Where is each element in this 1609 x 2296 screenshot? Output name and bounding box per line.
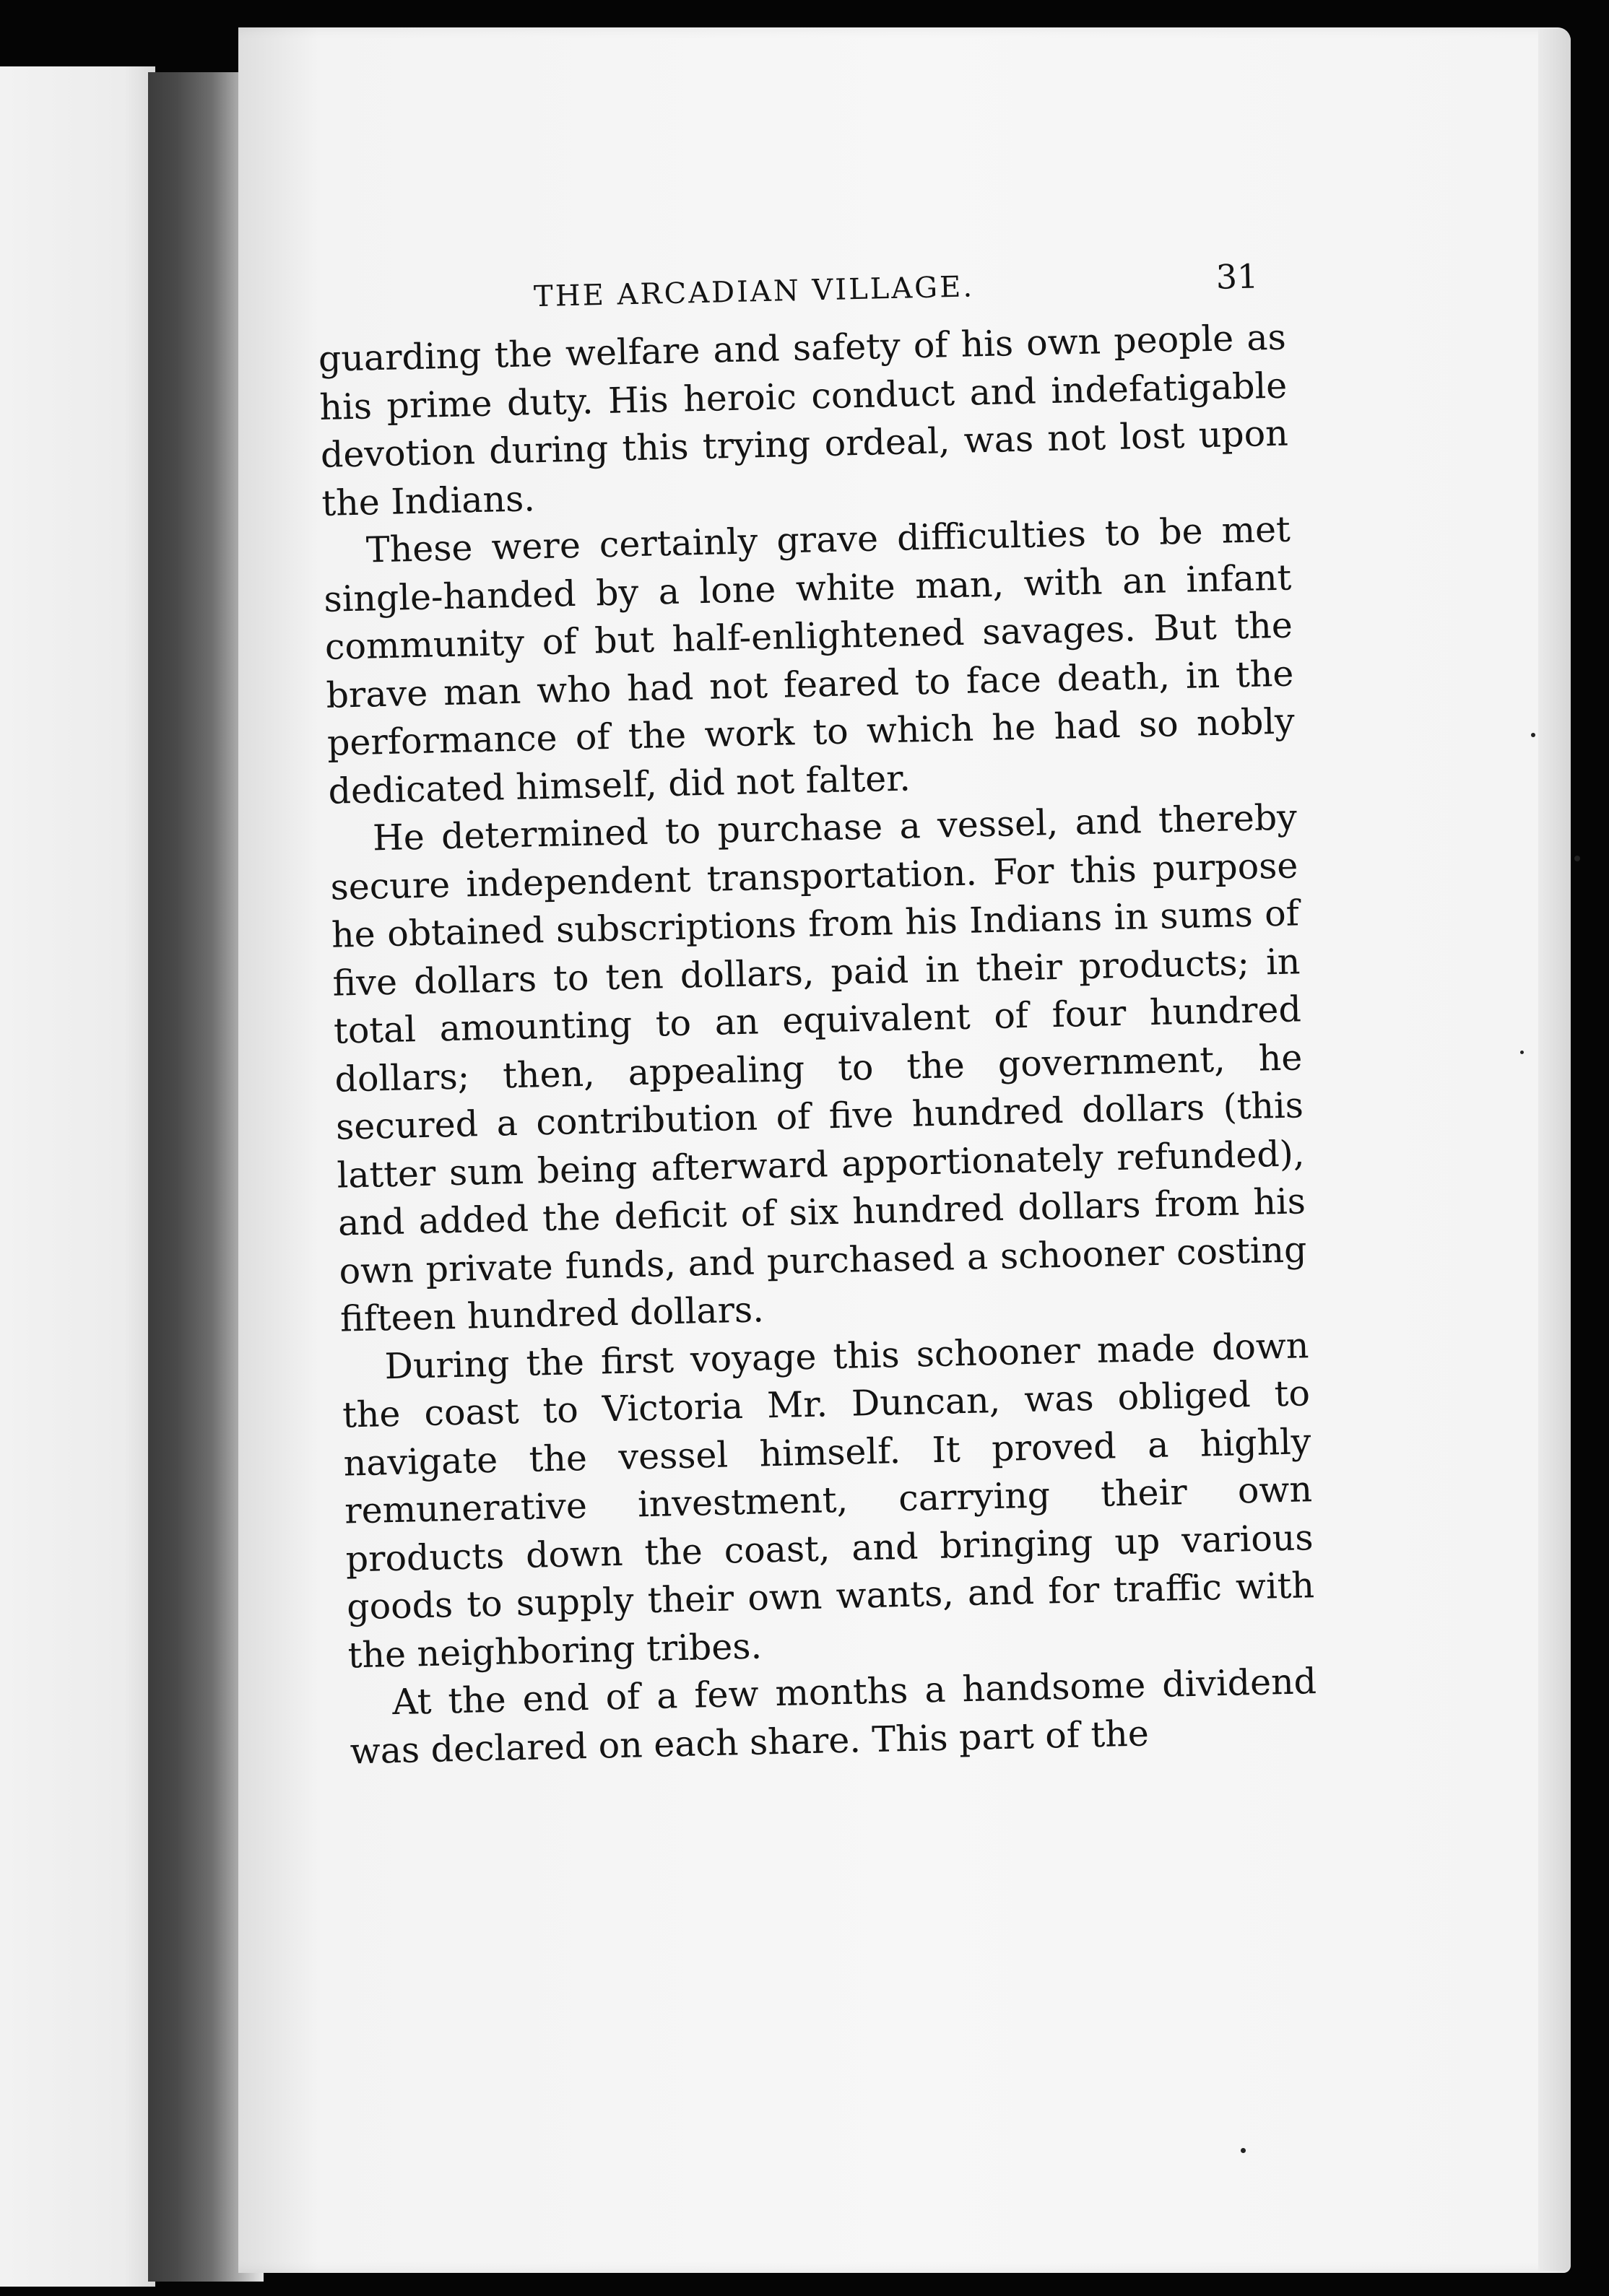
- ink-speck: [1520, 1051, 1524, 1054]
- ink-speck: [1574, 856, 1580, 861]
- facing-page-edge: [0, 66, 155, 2287]
- paragraph: At the end of a few months a handsome dividend was declared on each share. This part of the: [350, 1661, 1317, 1772]
- paragraph: During the first voyage this schooner made down the coast to Victoria Mr. Duncan, was obliged to navigate the vessel himself. It proved a highly remunerative investment, carrying their own products down the coast, and bringing up various goods to supply their own wants, and for traffic with the neighboring tribes.: [342, 1324, 1315, 1676]
- running-title: THE ARCADIAN VILLAGE.: [533, 270, 975, 314]
- paragraph: These were certainly grave difficulties to be met single-handed by a lone white man, with an infant community of but half-enlightened savages. But the brave man who had not feared to face death, in the performance of the work to which he had so nobly dedicated himself, did not falter.: [323, 508, 1296, 812]
- ink-speck: [1531, 733, 1535, 737]
- paragraph: guarding the welfare and safety of his own people as his prime duty. His heroic conduct and indefatigable devotion during this trying ordeal, was not lost upon the Indians.: [318, 316, 1289, 524]
- page-number: 31: [1215, 256, 1259, 297]
- page-text-block: [316, 242, 1318, 1776]
- ink-speck: [1241, 2148, 1246, 2153]
- paragraph: He determined to purchase a vessel, and thereby secure independent transportation. For this purpose he obtained subscriptions from his Indians in sums of five dollars to ten dollars, paid in their products; in total amounting to an equivalent of four hundred dollars; then, appealing to the government, he secured a contribution of five hundred dollars (this latter sum being afterward apportionately refunded), and added the deficit of six hundred dollars from his own private funds, and purchased a schooner costing fifteen hundred dollars.: [329, 796, 1307, 1340]
- page-fore-edge: [1538, 29, 1571, 2271]
- body-text: [318, 314, 1318, 1776]
